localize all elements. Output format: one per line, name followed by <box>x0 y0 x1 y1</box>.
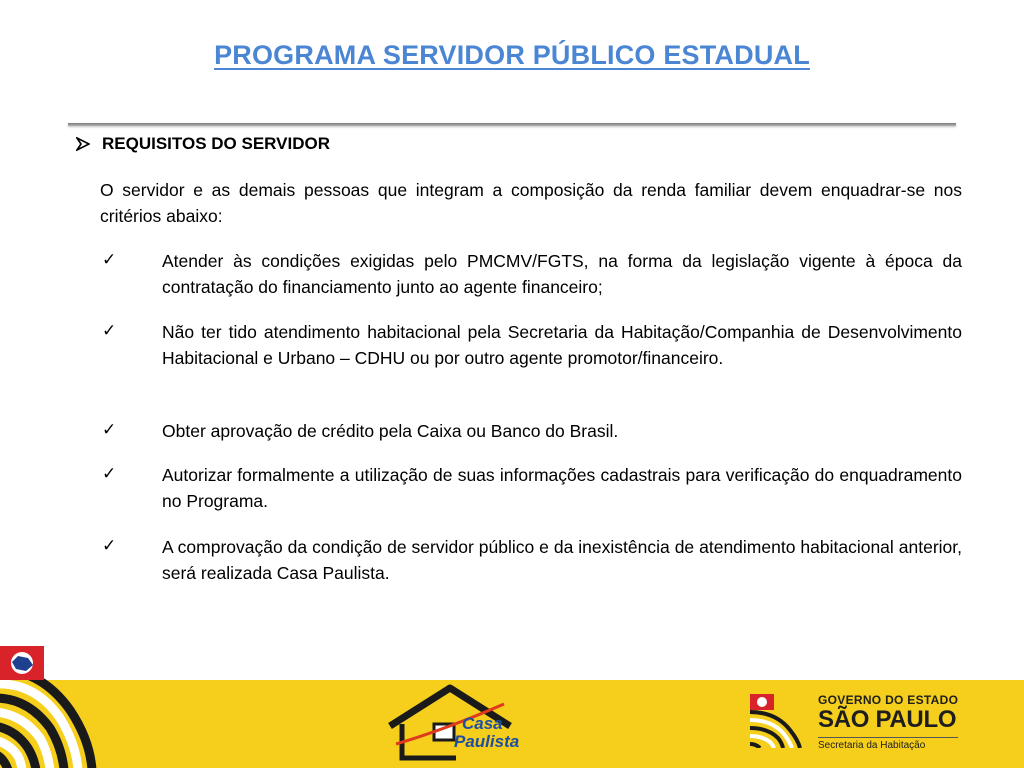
casa-logo-line1: Casa <box>462 714 503 733</box>
checkmark-icon: ✓ <box>102 321 117 341</box>
section-heading <box>76 134 330 154</box>
requirement-item <box>100 418 962 444</box>
requirement-text: Obter aprovação de crédito pela Caixa ou Banco do Brasil. <box>162 421 619 441</box>
page-title: PROGRAMA SERVIDOR PÚBLICO ESTADUAL <box>214 40 810 70</box>
intro-paragraph: O servidor e as demais pessoas que integram a composição da renda familiar devem enquadrar-se nos critérios abaixo: <box>100 180 962 226</box>
checkmark-icon: ✓ <box>102 250 117 270</box>
gov-logo-line3: Secretaria da Habitação <box>818 737 958 751</box>
house-logo-icon <box>384 684 524 764</box>
requirement-item <box>100 462 962 514</box>
governo-sp-text <box>818 693 958 751</box>
requirement-text: Autorizar formalmente a utilização de suas informações cadastrais para verificação do enquadramento no Programa. <box>162 465 962 511</box>
requirement-text: Não ter tido atendimento habitacional pela Secretaria da Habitação/Companhia de Desenvolvimento Habitacional e Urbano – CDHU ou por outro agente promotor/financeiro. <box>162 322 962 368</box>
requirement-text: A comprovação da condição de servidor público e da inexistência de atendimento habitacional anterior, será realizada Casa Paulista. <box>162 537 962 583</box>
requirement-text: Atender às condições exigidas pelo PMCMV/FGTS, na forma da legislação vigente à época da contratação do financiamento junto ao agente financeiro; <box>162 251 962 297</box>
arrowhead-bullet-icon <box>76 137 90 151</box>
checkmark-icon: ✓ <box>102 420 117 440</box>
title-divider <box>68 123 956 126</box>
requirement-item <box>100 319 962 371</box>
requirement-item <box>100 248 962 300</box>
checkmark-icon: ✓ <box>102 536 117 556</box>
casa-logo-line2: Paulista <box>454 732 520 751</box>
section-heading-text: REQUISITOS DO SERVIDOR <box>102 134 330 153</box>
governo-sp-emblem-icon <box>746 690 814 748</box>
sao-paulo-flag-icon <box>0 640 110 768</box>
gov-logo-line1: GOVERNO DO ESTADO <box>818 693 959 707</box>
gov-logo-line2: SÃO PAULO <box>818 706 957 733</box>
checkmark-icon: ✓ <box>102 464 117 484</box>
requirement-item <box>100 534 962 586</box>
